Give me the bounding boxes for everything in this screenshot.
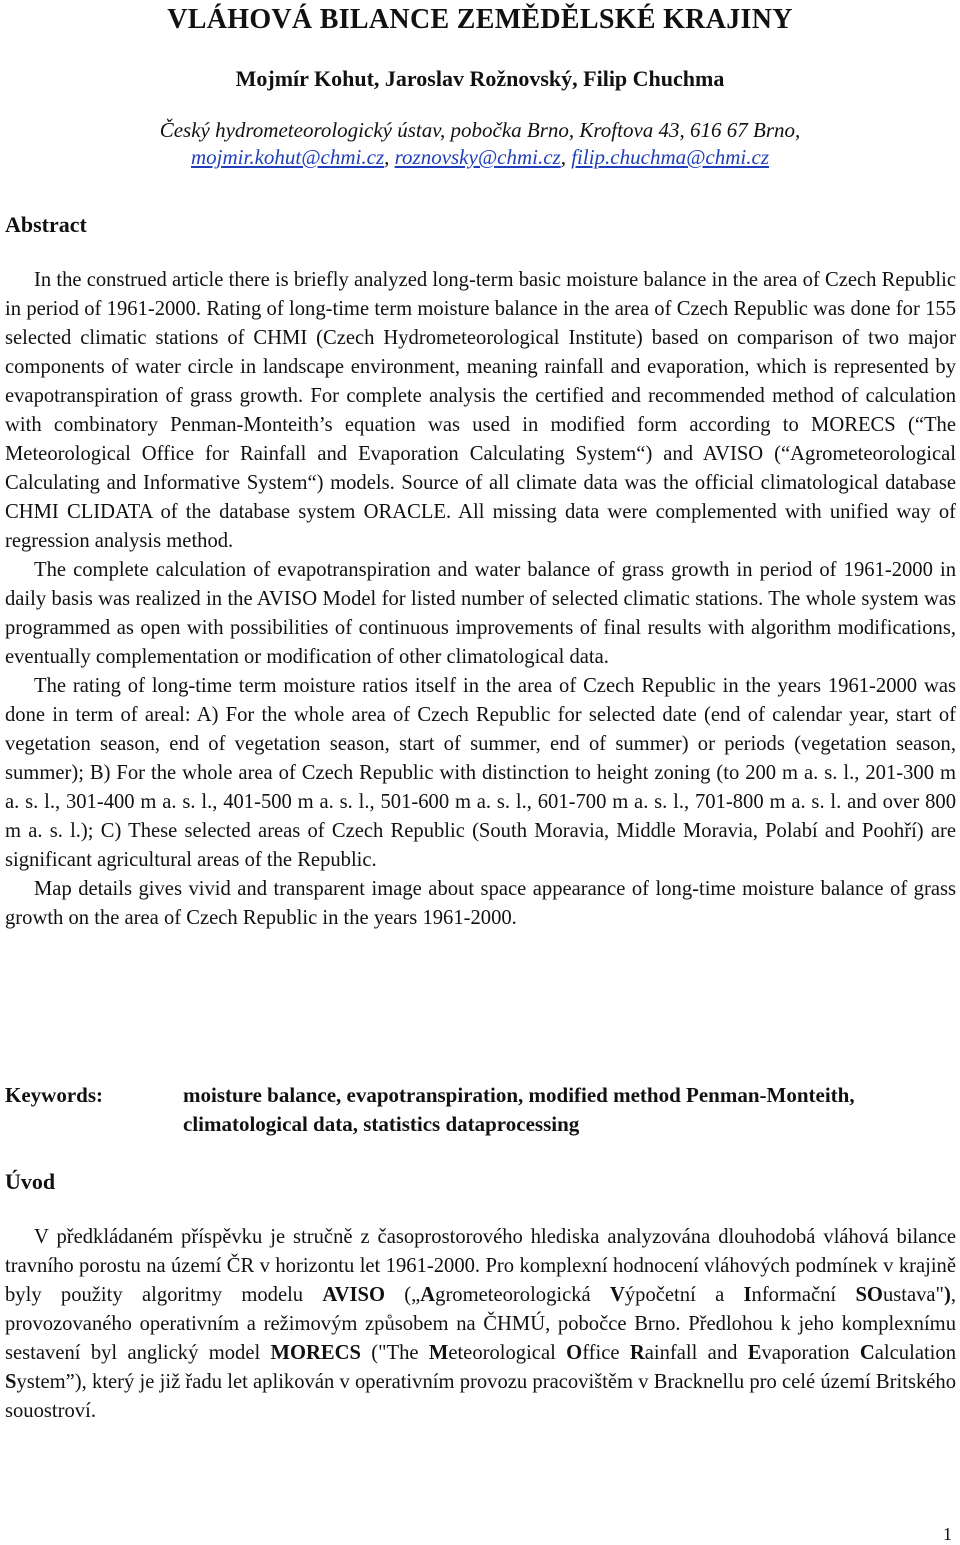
affiliation: Český hydrometeorologický ústav, pobočka Brno, Kroftova 43, 616 67 Brno, — [159, 118, 801, 142]
intro-text: grometeorologická — [435, 1284, 610, 1306]
abstract-heading: Abstract — [5, 212, 87, 237]
intro-text: nformační — [751, 1284, 856, 1306]
abstract-paragraph: Map details gives vivid and transparent image about space appearance of long-time moisture balance of grass growth on the area of Czech Republic in the years 1961-2000. — [5, 878, 956, 929]
intro-paragraph — [5, 1223, 956, 1426]
paper-title: VLÁHOVÁ BILANCE ZEMĚDĚLSKÉ KRAJINY — [167, 4, 793, 35]
intro-bold-text: C — [859, 1342, 875, 1364]
abstract-paragraph: In the construed article there is briefly analyzed long-term basic moisture balance in the area of Czech Republic in period of 1961-2000. Rating of long-time term moisture balance in the area of Czech Republic was done for 155 selected climatic stations of CHMI (Czech Hydrometeorological Institute) based on comparison of two major components of water circle in landscape environment, meaning rainfall and evaporation, which is represented by evapotranspiration of grass growth. For complete analysis the certified and recommended method of calculation with combinatory Penman-Monteith’s equation was used in modified form according to MORECS (“The Meteorological Office for Rainfall and Evaporation Calculating System“) and AVISO (“Agrometeorological Calculating and Informative System“) models. Source of all climate data was the official climatological database CHMI CLIDATA of the database system ORACLE. All missing data were complemented with unified way of regression analysis method. — [5, 269, 956, 552]
intro-text: ustava" — [882, 1284, 944, 1306]
intro-body — [5, 1223, 956, 1426]
abstract-paragraph: The rating of long-time term moisture ratios itself in the area of Czech Republic in the years 1961-2000 was done in term of areal: A) For the whole area of Czech Republic for selected date (end of calendar year, start of vegetation season, end of vegetation season, start of summer, end of summer) or periods (vegetation season, summer); B) For the whole area of Czech Republic with distinction to height zoning (to 200 m a. s. l., 201-300 m a. s. l., 301-400 m a. s. l., 401-500 m a. s. l., 501-600 m a. s. l., 601-700 m a. s. l., 701-800 m a. s. l. and over 800 m a. s. l.); C) These selected areas of Czech Republic (South Moravia, Middle Moravia, Polabí and Poohří) are significant agricultural areas of the Republic. — [5, 675, 956, 871]
intro-bold-text: ) — [943, 1284, 951, 1306]
email-link-kohut[interactable]: mojmir.kohut@chmi.cz — [190, 145, 385, 169]
intro-bold-text: R — [629, 1342, 645, 1364]
email-list — [0, 144, 960, 171]
intro-text: alculation — [874, 1342, 956, 1364]
keywords-text: moisture balance, evapotranspiration, modified method Penman-Monteith, climatological data, statistics dataprocessing — [183, 1083, 855, 1136]
keywords-label: Keywords: — [5, 1083, 103, 1107]
intro-text: ystem”), který je již řadu let aplikován v operativním provozu pracovištěm v Bracknellu pro celé území Britského souostroví. — [5, 1371, 956, 1422]
abstract-body — [5, 266, 956, 933]
email-separator: , — [560, 145, 572, 169]
intro-text: , provozovaného operativním a režimovým způsobem na ČHMÚ, pobočce Brno. Předlohou k jeho komplexnímu sestavení byl anglický model — [5, 1284, 956, 1364]
intro-bold-text: I — [743, 1284, 752, 1306]
intro-text: vaporation — [761, 1342, 860, 1364]
intro-bold-text: S — [5, 1371, 17, 1393]
email-link-chuchma[interactable]: filip.chuchma@chmi.cz — [571, 145, 769, 169]
page-number: 1 — [943, 1524, 952, 1544]
intro-text: eteorological — [448, 1342, 567, 1364]
intro-bold-text: O — [566, 1342, 583, 1364]
intro-bold-text: A — [420, 1284, 436, 1306]
intro-text: V předkládaném příspěvku je stručně z časoprostorového hlediska analyzována dlouhodobá vláhová bilance travního porostu na území ČR v horizontu let 1961-2000. Pro komplexní hodnocení vláhových podmínek v krajině byly použity algoritmy modelu — [5, 1226, 956, 1306]
email-link-roznovsky[interactable]: roznovsky@chmi.cz — [394, 145, 561, 169]
intro-bold-text: V — [610, 1284, 625, 1306]
intro-bold-text: MORECS — [270, 1342, 361, 1364]
email-separator: , — [384, 145, 395, 169]
intro-bold-text: M — [428, 1342, 449, 1364]
intro-text: ýpočetní a — [624, 1284, 744, 1306]
intro-text: ainfall and — [644, 1342, 748, 1364]
intro-heading: Úvod — [5, 1169, 56, 1194]
intro-bold-text: AVISO — [322, 1284, 385, 1306]
intro-text: ("The — [360, 1342, 429, 1364]
intro-text: („ — [384, 1284, 421, 1306]
author-list: Mojmír Kohut, Jaroslav Rožnovský, Filip Chuchma — [235, 66, 725, 91]
abstract-paragraph: The complete calculation of evapotranspiration and water balance of grass growth in period of 1961-2000 in daily basis was realized in the AVISO Model for listed number of selected climatic stations. The whole system was programmed as open with possibilities of continuous improvements of final results with algorithm modifications, eventually complementation or modification of other climatological data. — [5, 559, 956, 668]
intro-text: ffice — [582, 1342, 630, 1364]
intro-bold-text: E — [747, 1342, 762, 1364]
intro-bold-text: SO — [855, 1284, 883, 1306]
